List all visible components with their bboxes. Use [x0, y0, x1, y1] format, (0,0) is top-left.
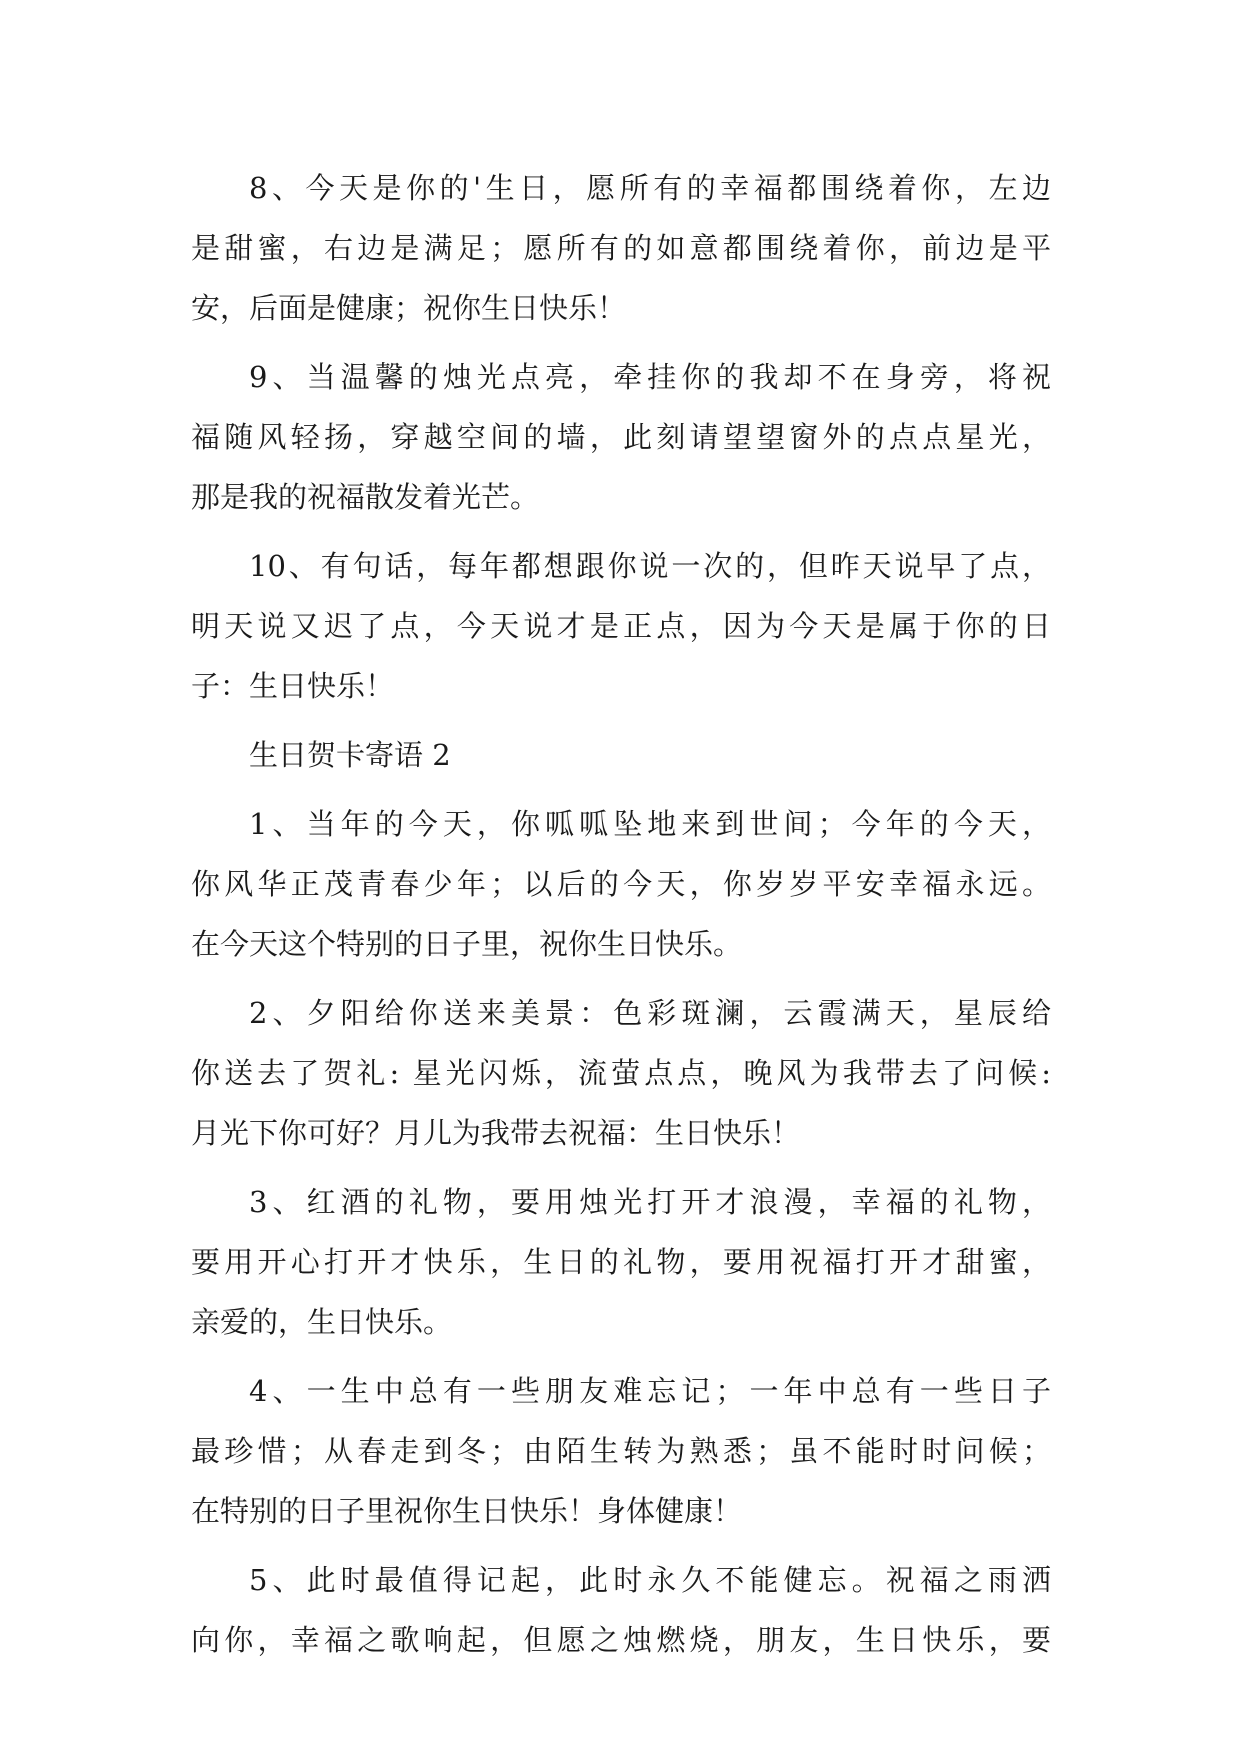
paragraph-line: 向你，幸福之歌响起，但愿之烛燃烧，朋友，生日快乐，要 [191, 1623, 1051, 1657]
paragraph-line: 1、当年的今天，你呱呱坠地来到世间；今年的今天， [249, 807, 1051, 841]
paragraph-spacer [191, 527, 1051, 536]
paragraph-line: 5、此时最值得记起，此时永久不能健忘。祝福之雨洒 [249, 1563, 1051, 1597]
paragraph-line: 8、今天是你的'生日，愿所有的幸福都围绕着你，左边 [249, 171, 1051, 205]
paragraph-line: 子：生日快乐！ [191, 669, 395, 703]
paragraph-line: 9、当温馨的烛光点亮，牵挂你的我却不在身旁，将祝 [249, 360, 1051, 394]
heading-text: 生日贺卡寄语 2 [249, 738, 451, 772]
paragraph-spacer [191, 1163, 1051, 1172]
paragraph-line: 明天说又迟了点，今天说才是正点，因为今天是属于你的日 [191, 609, 1051, 643]
paragraph-line: 3、红酒的礼物，要用烛光打开才浪漫，幸福的礼物， [249, 1185, 1051, 1219]
paragraph-spacer [191, 716, 1051, 725]
paragraph-line: 2、夕阳给你送来美景：色彩斑澜，云霞满天，星辰给 [249, 996, 1051, 1030]
paragraph-line: 亲爱的，生日快乐。 [191, 1305, 453, 1339]
paragraph-line: 在今天这个特别的日子里，祝你生日快乐。 [191, 927, 743, 961]
section-heading [191, 725, 1051, 785]
paragraph [191, 536, 1051, 716]
paragraph-line: 那是我的祝福散发着光芒。 [191, 480, 540, 514]
paragraph [191, 983, 1051, 1163]
paragraph-spacer [191, 1541, 1051, 1550]
paragraph [191, 158, 1051, 338]
paragraph-line: 10、有句话，每年都想跟你说一次的，但昨天说早了点， [249, 549, 1051, 583]
paragraph [191, 1361, 1051, 1541]
paragraph-line: 4、一生中总有一些朋友难忘记；一年中总有一些日子 [249, 1374, 1051, 1408]
paragraph-line: 要用开心打开才快乐，生日的礼物，要用祝福打开才甜蜜， [191, 1245, 1051, 1279]
paragraph-line: 最珍惜；从春走到冬；由陌生转为熟悉；虽不能时时问候； [191, 1434, 1051, 1468]
paragraph-spacer [191, 1352, 1051, 1361]
paragraph-line: 在特别的日子里祝你生日快乐！身体健康！ [191, 1494, 743, 1528]
document-body [191, 158, 1051, 1670]
paragraph [191, 1550, 1051, 1670]
paragraph [191, 1172, 1051, 1352]
paragraph-spacer [191, 974, 1051, 983]
paragraph-spacer [191, 785, 1051, 794]
paragraph-line: 是甜蜜，右边是满足；愿所有的如意都围绕着你，前边是平 [191, 231, 1051, 265]
paragraph-line: 福随风轻扬，穿越空间的墙，此刻请望望窗外的点点星光， [191, 420, 1051, 454]
paragraph-line: 你送去了贺礼: 星光闪烁，流萤点点，晚风为我带去了问候: [191, 1056, 1051, 1090]
paragraph-line: 你风华正茂青春少年；以后的今天，你岁岁平安幸福永远。 [191, 867, 1051, 901]
paragraph-line: 月光下你可好？月儿为我带去祝福：生日快乐！ [191, 1116, 801, 1150]
paragraph-line: 安，后面是健康；祝你生日快乐！ [191, 291, 627, 325]
paragraph [191, 794, 1051, 974]
paragraph [191, 347, 1051, 527]
paragraph-spacer [191, 338, 1051, 347]
